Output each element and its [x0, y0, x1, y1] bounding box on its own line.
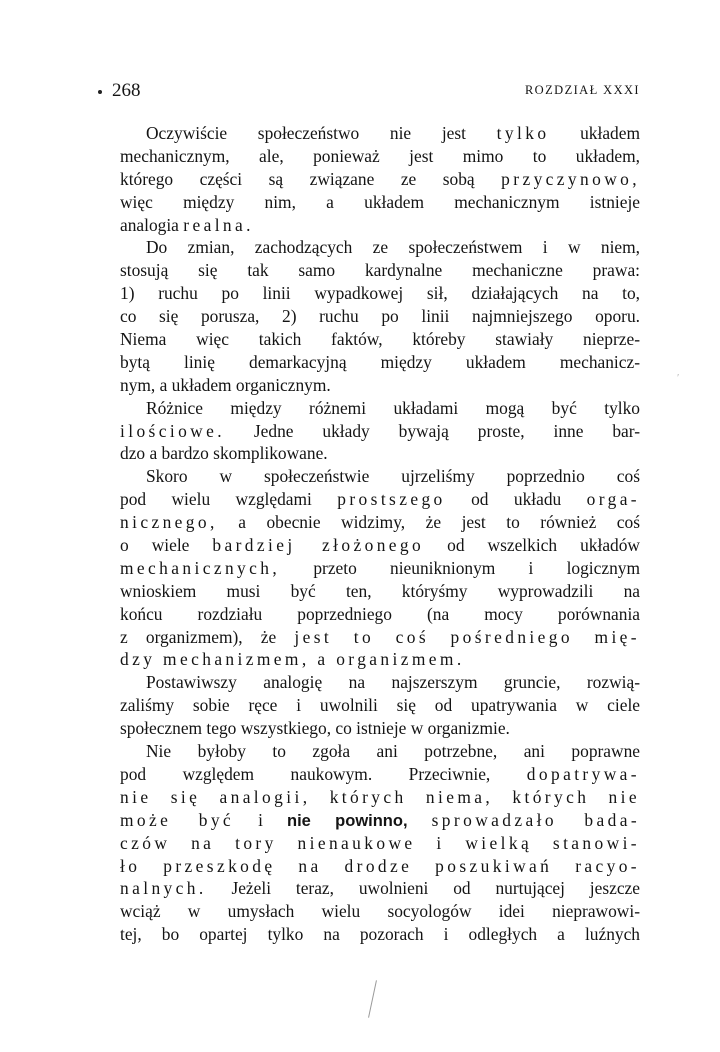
text-line	[120, 694, 640, 717]
text-line	[120, 397, 640, 420]
text-run: Nie byłoby to zgoła ani potrzebne, ani poprawne	[146, 741, 640, 762]
text-run: i	[234, 809, 288, 830]
spaced-emphasis: mechanicznych,	[120, 557, 281, 578]
spaced-emphasis: może być	[120, 809, 235, 830]
running-header	[112, 80, 640, 102]
text-run: społecznem tego wszystkiego, co istnieje w organizmie.	[120, 718, 510, 739]
text-line	[120, 122, 640, 145]
text-line	[120, 328, 640, 351]
text-line	[120, 534, 640, 557]
bold-emphasis: nie powinno,	[287, 811, 408, 830]
text-line	[120, 786, 640, 809]
spaced-emphasis: czów na tory nienaukowe i wielką stanowi-	[120, 832, 640, 853]
page-number: 268	[112, 80, 141, 101]
text-line	[120, 626, 640, 649]
text-run: Jedne układy bywają proste, inne bar-	[225, 420, 640, 441]
text-line	[120, 465, 640, 488]
text-run: Postawiwszy analogię na najszerszym gruncie, rozwią-	[146, 672, 640, 693]
margin-dot	[98, 90, 102, 94]
spaced-emphasis: tylko	[496, 123, 550, 143]
text-run: Jeżeli teraz, uwolnieni od nurtującej jeszcze	[206, 878, 640, 899]
text-run: Oczywiście społeczeństwo nie jest	[146, 123, 497, 143]
text-run: tej, bo opartej tylko na pozorach i odległych a luźnych	[120, 924, 640, 945]
text-line	[120, 191, 640, 214]
text-run: analogia	[120, 214, 184, 235]
text-line	[120, 168, 640, 191]
text-run: nym, a układem organicznym.	[120, 374, 331, 395]
text-line	[120, 351, 640, 374]
text-run: o wiele	[120, 535, 213, 556]
text-run: Skoro w społeczeństwie ujrzeliśmy poprzednio coś	[146, 466, 640, 487]
text-line	[120, 832, 640, 855]
spaced-emphasis: ilościowe.	[120, 420, 225, 441]
spaced-emphasis: realna.	[183, 214, 254, 235]
text-line	[120, 900, 640, 923]
text-run: pod wielu względami	[120, 489, 338, 510]
chapter-title: ROZDZIAŁ XXXI	[524, 83, 640, 97]
text-run: końcu rozdziału poprzedniego (na mocy porównania	[120, 603, 640, 624]
text-run: z organizmem), że	[120, 626, 295, 647]
spaced-emphasis: nicznego,	[120, 512, 218, 533]
text-run	[408, 810, 432, 830]
text-run: Różnice między różnemi układami mogą być tylko	[146, 397, 640, 418]
text-run: układem	[549, 123, 640, 143]
text-line	[120, 740, 640, 763]
text-line	[120, 236, 640, 259]
text-run: dzo a bardzo skomplikowane.	[120, 443, 328, 464]
text-run: bytą linię demarkacyjną między układem mechanicz-	[120, 351, 640, 372]
margin-speck: ʹ	[677, 372, 680, 384]
text-run: którego części są związane ze sobą	[120, 168, 502, 189]
text-line	[120, 855, 640, 878]
spaced-emphasis: dopatrywa-	[526, 763, 640, 784]
text-line	[120, 603, 640, 626]
text-line	[120, 214, 640, 237]
spaced-emphasis: nie się analogii, których niema, których nie	[120, 786, 640, 807]
text-line	[120, 923, 640, 946]
text-line	[120, 557, 640, 580]
text-line	[120, 877, 640, 900]
text-run: od układu	[445, 489, 587, 510]
spaced-emphasis: sprowadzało bada-	[431, 809, 641, 830]
text-line	[120, 259, 640, 282]
text-run: Do zmian, zachodzących ze społeczeństwem i w niem,	[146, 237, 640, 258]
pencil-stroke	[368, 980, 377, 1017]
text-run: Niema więc takich faktów, któreby stawiały nieprze-	[120, 329, 640, 350]
text-line	[120, 763, 640, 786]
text-run: wciąż w umysłach wielu socyologów idei nieprawowi-	[120, 901, 640, 922]
spaced-emphasis: prostszego	[337, 489, 446, 510]
text-line	[120, 671, 640, 694]
text-line	[120, 442, 640, 465]
text-run: więc między nim, a układem mechanicznym istnieje	[120, 191, 640, 212]
text-line	[120, 809, 640, 832]
spaced-emphasis: jest to coś pośredniego mię-	[294, 626, 640, 647]
text-run: mechanicznym, ale, ponieważ jest mimo to układem,	[120, 145, 640, 166]
text-run: zaliśmy sobie ręce i uwolnili się od upatrywania w ciele	[120, 695, 640, 716]
text-line	[120, 580, 640, 603]
text-line	[120, 717, 640, 740]
text-line	[120, 420, 640, 443]
text-line	[120, 488, 640, 511]
text-line	[120, 648, 640, 671]
text-line	[120, 374, 640, 397]
spaced-emphasis: przyczynowo,	[501, 168, 640, 189]
text-run: 1) ruchu po linii wypadkowej sił, działających na to,	[120, 283, 640, 304]
body-text	[120, 122, 640, 946]
text-run: a obecnie widzimy, że jest to również coś	[217, 512, 640, 533]
spaced-emphasis: dzy mechanizmem, a organizmem.	[120, 649, 465, 670]
spaced-emphasis: orga-	[586, 489, 641, 510]
text-run: stosują się tak samo kardynalne mechaniczne prawa:	[120, 260, 640, 281]
text-line	[120, 145, 640, 168]
text-line	[120, 511, 640, 534]
text-run: wnioskiem musi być ten, któryśmy wyprowadzili na	[120, 580, 640, 601]
spaced-emphasis: bardziej złożonego	[212, 535, 425, 556]
text-run: pod względem naukowym. Przeciwnie,	[120, 763, 527, 784]
text-run: przeto nieuniknionym i logicznym	[280, 557, 640, 578]
text-line	[120, 305, 640, 328]
text-run: co się porusza, 2) ruchu po linii najmniejszego oporu.	[120, 306, 640, 327]
text-run: od wszelkich układów	[424, 535, 640, 556]
spaced-emphasis: ło przeszkodę na drodze poszukiwań racyo-	[120, 855, 640, 876]
text-line	[120, 282, 640, 305]
spaced-emphasis: nalnych.	[120, 878, 207, 899]
